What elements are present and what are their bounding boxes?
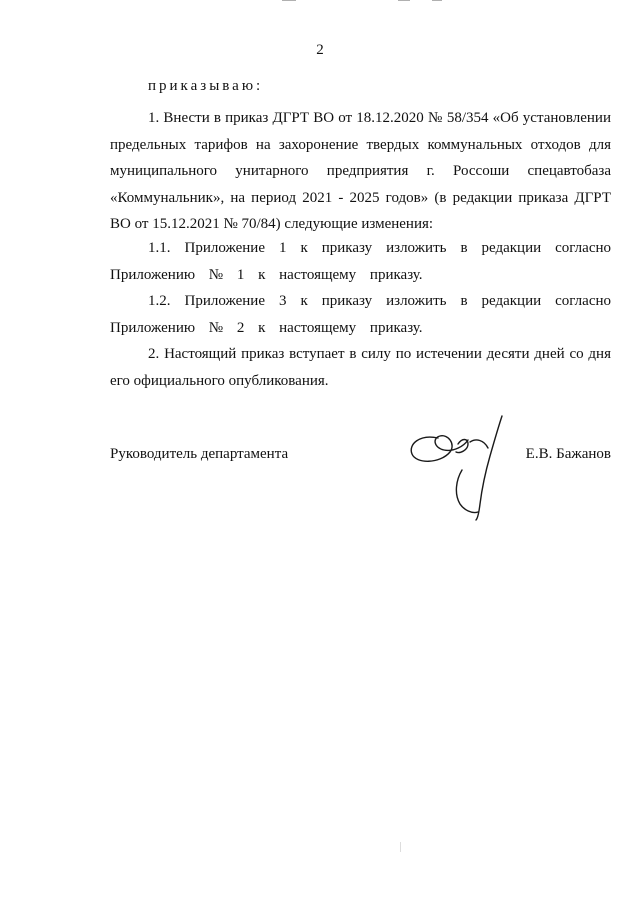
scan-edge-marks: [0, 0, 640, 4]
signer-title: Руководитель департамента: [110, 446, 289, 462]
paragraph-amend-order: 1. Внести в приказ ДГРТ ВО от 18.12.2020 № 58/354 «Об установлении предельных тарифов на захоронение твердых коммунальных отходов для муниципального унитарного предприятия г. Россоши спецавтобаза «Коммунальник», на период 2021 - 2025 годов» (в редакции приказа ДГРТ ВО от 15.12.2021 № 70/84) следующие изменения:: [110, 110, 611, 232]
paragraph-appendix-1: 1.1. Приложение 1 к приказу изложить в редакции согласно Приложению № 1 к настоящему приказу.: [110, 240, 611, 283]
paragraph-effective-date: 2. Настоящий приказ вступает в силу по истечении десяти дней со дня его официального опубликования.: [110, 346, 611, 389]
paragraph-appendix-3: 1.2. Приложение 3 к приказу изложить в редакции согласно Приложению № 2 к настоящему приказу.: [110, 293, 611, 336]
page-number: 2: [316, 42, 324, 58]
scan-artifact: [400, 842, 401, 852]
handwritten-signature: [398, 408, 518, 526]
signer-name: Е.В. Бажанов: [525, 446, 611, 462]
order-heading: приказываю:: [148, 78, 264, 94]
